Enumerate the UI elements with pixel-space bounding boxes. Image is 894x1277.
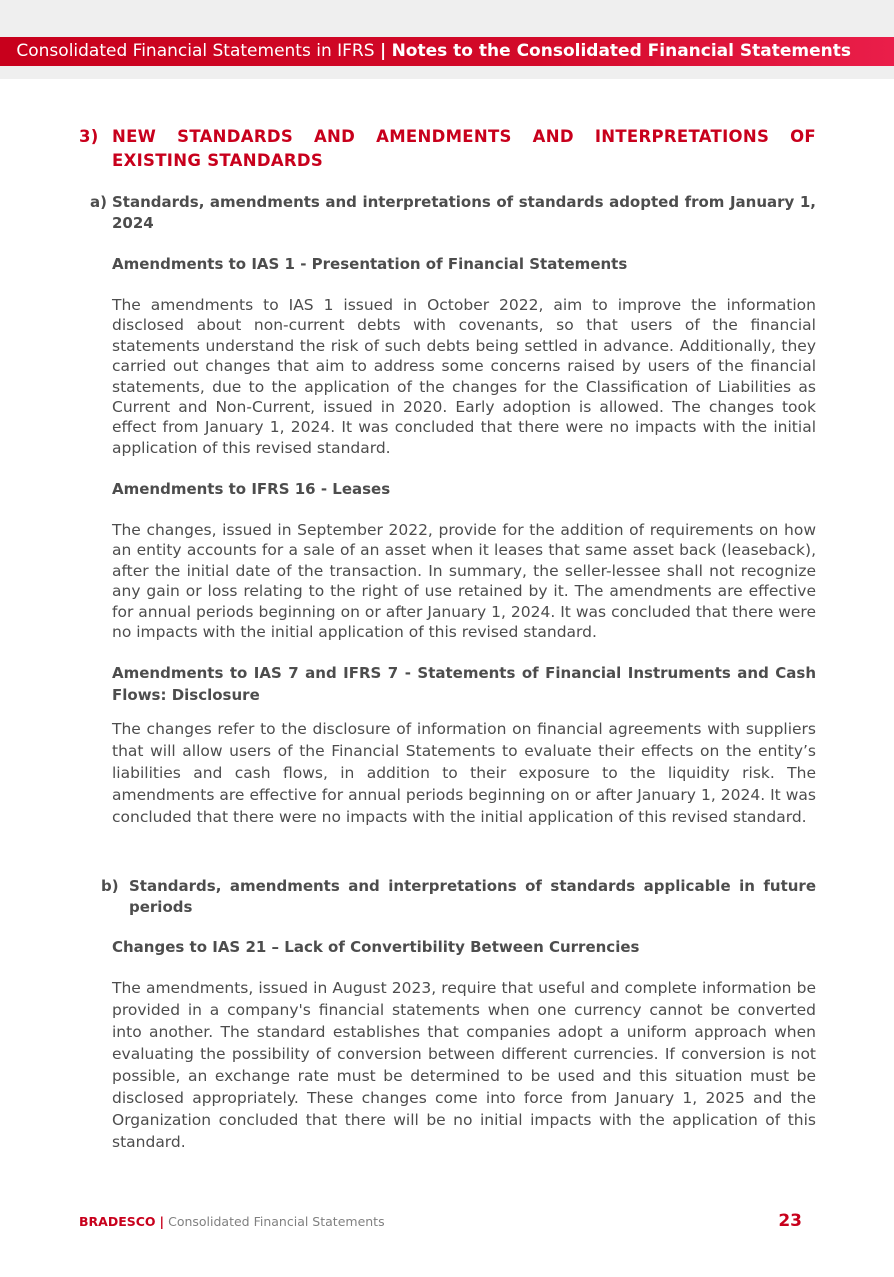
subsection-b-title: Standards, amendments and interpretations of standards applicable in future periods bbox=[129, 877, 816, 916]
subsection-a-title: Standards, amendments and interpretations of standards adopted from January 1, 2024 bbox=[112, 193, 816, 232]
subsection-b-heading bbox=[101, 876, 816, 918]
section-title bbox=[79, 125, 816, 173]
section-title-text: NEW STANDARDS AND AMENDMENTS AND INTERPRETATIONS OF EXISTING STANDARDS bbox=[112, 127, 816, 170]
item-heading-ias21: Changes to IAS 21 – Lack of Convertibility Between Currencies bbox=[112, 938, 640, 956]
footer-separator: | bbox=[159, 1214, 165, 1229]
section-number: 3) bbox=[79, 127, 99, 146]
header-right-text: Notes to the Consolidated Financial Statements bbox=[391, 41, 851, 61]
header-separator: | bbox=[379, 41, 387, 61]
page-number: 23 bbox=[778, 1211, 802, 1231]
footer-subtitle: Consolidated Financial Statements bbox=[168, 1214, 385, 1229]
item-body-ifrs16: The changes, issued in September 2022, provide for the addition of requirements on how an entity accounts for a sale of an asset when it leases that same asset back (leaseback), after the initial date of the transaction. In summary, the seller-lessee shall not recognize any gain or loss relating to the right of use retained by it. The amendments are effective for annual periods beginning on or after January 1, 2024. It was concluded that there were no impacts with the initial application of this revised standard. bbox=[112, 521, 816, 642]
item-heading-ias1: Amendments to IAS 1 - Presentation of Financial Statements bbox=[112, 255, 628, 273]
subsection-a-letter: a) bbox=[90, 193, 107, 211]
header-top-strip bbox=[0, 0, 894, 37]
header-bottom-strip bbox=[0, 66, 894, 79]
footer-brand-name: BRADESCO bbox=[79, 1214, 156, 1229]
footer-brand bbox=[79, 1213, 385, 1231]
subsection-a-heading bbox=[90, 192, 816, 234]
item-heading-ias7-ifrs7: Amendments to IAS 7 and IFRS 7 - Statements of Financial Instruments and Cash Flows: Disclosure bbox=[112, 664, 816, 704]
item-heading-ifrs16: Amendments to IFRS 16 - Leases bbox=[112, 480, 391, 498]
subsection-b-letter: b) bbox=[101, 877, 119, 895]
header-left-text: Consolidated Financial Statements in IFRS bbox=[16, 41, 375, 61]
item-body-ias7-ifrs7: The changes refer to the disclosure of information on financial agreements with suppliers that will allow users of the Financial Statements to evaluate their effects on the entity’s liabilities and cash flows, in addition to their exposure to the liquidity risk. The amendments are effective for annual periods beginning on or after January 1, 2024. It was concluded that there were no impacts with the initial application of this revised standard. bbox=[112, 720, 816, 826]
header-text bbox=[16, 37, 851, 66]
item-body-ias21: The amendments, issued in August 2023, require that useful and complete information be provided in a company's financial statements when one currency cannot be converted into another. The standard establishes that companies adopt a uniform approach when evaluating the possibility of conversion between different currencies. If conversion is not possible, an exchange rate must be determined to be used and this situation must be disclosed appropriately. These changes come into force from January 1, 2025 and the Organization concluded that there will be no initial impacts with the application of this standard. bbox=[112, 979, 816, 1151]
item-body-ias1: The amendments to IAS 1 issued in October 2022, aim to improve the information disclosed about non-current debts with covenants, so that users of the financial statements understand the risk of such debts being settled in advance. Additionally, they carried out changes that aim to address some concerns raised by users of the financial statements, due to the application of the changes for the Classification of Liabilities as Current and Non-Current, issued in 2020. Early adoption is allowed. The changes took effect from January 1, 2024. It was concluded that there were no impacts with the initial application of this revised standard. bbox=[112, 296, 816, 457]
header-banner bbox=[0, 37, 894, 66]
